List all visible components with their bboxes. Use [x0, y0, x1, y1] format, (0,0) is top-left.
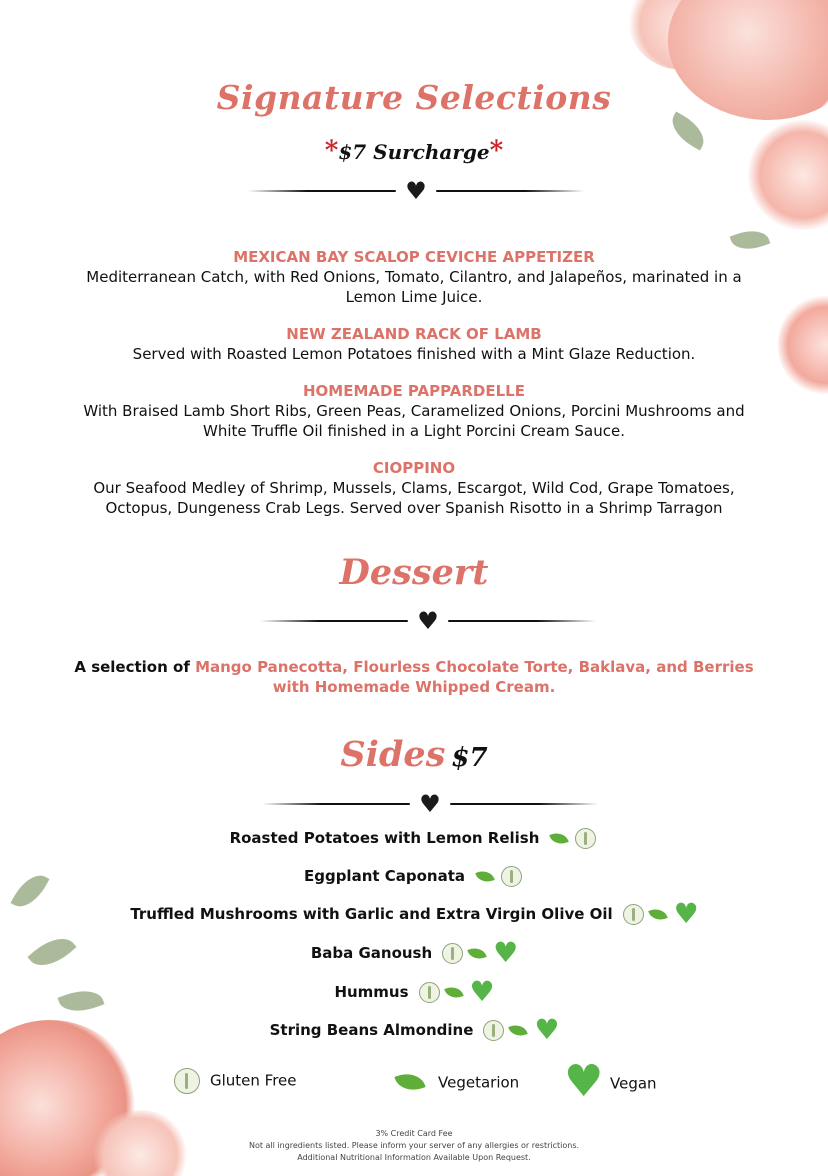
legend-label: Vegetarion — [438, 1073, 520, 1092]
dessert-description — [60, 657, 768, 697]
heart-divider — [262, 790, 598, 818]
sides-title — [0, 734, 828, 775]
menu-item-description: Our Seafood Medley of Shrimp, Mussels, Clams, Escargot, Wild Cod, Grape Tomatoes, Octopus, Dungeness Crab Legs. Served over Spanish Risotto in a Shrimp Tarragon — [93, 479, 735, 517]
surcharge-text: $7 Surcharge — [338, 140, 490, 164]
gluten-free-icon — [174, 1068, 200, 1094]
vegetarian-icon — [549, 829, 571, 849]
vegetarian-icon — [475, 867, 497, 887]
menu-item — [60, 459, 768, 518]
side-item — [0, 943, 828, 964]
menu-item-description: Served with Roasted Lemon Potatoes finished with a Mint Glaze Reduction. — [132, 345, 696, 363]
dessert-items: Mango Panecotta, Flourless Chocolate Torte, Baklava, and Berries with Homemade Whipped Cream. — [195, 658, 754, 696]
menu-item-description: Mediterranean Catch, with Red Onions, Tomato, Cilantro, and Jalapeños, marinated in a Lemon Lime Juice. — [86, 268, 742, 306]
side-item — [0, 982, 828, 1003]
gluten-free-icon — [483, 1020, 504, 1041]
menu-item-name: HOMEMADE PAPPARDELLE — [303, 382, 525, 400]
menu-item — [60, 325, 768, 364]
heart-icon: ♥ — [405, 177, 427, 205]
side-item-name: Baba Ganoush — [310, 944, 433, 962]
vegan-icon — [674, 905, 696, 925]
heart-icon: ♥ — [419, 790, 441, 818]
vegan-icon — [564, 1068, 600, 1100]
footer-line: 3% Credit Card Fee — [375, 1129, 453, 1138]
vegan-icon — [470, 983, 492, 1003]
star-icon: * — [324, 136, 339, 166]
menu-item-description: With Braised Lamb Short Ribs, Green Peas, Caramelized Onions, Porcini Mushrooms and White Truffle Oil finished in a Light Porcini Cream Sauce. — [83, 402, 745, 440]
menu-item-name: MEXICAN BAY SCALOP CEVICHE APPETIZER — [233, 248, 595, 266]
menu-item — [60, 382, 768, 441]
dessert-intro: A selection of — [74, 658, 196, 676]
menu-item — [60, 248, 768, 307]
gluten-free-icon — [623, 904, 644, 925]
footer-notes — [0, 1128, 828, 1164]
floral-decoration — [778, 295, 828, 395]
vegan-icon — [493, 944, 515, 964]
side-item — [0, 828, 828, 849]
signature-title: Signature Selections — [216, 78, 612, 117]
side-item-name: Hummus — [334, 983, 409, 1001]
vegetarian-icon — [444, 983, 466, 1003]
menu-item-name: CIOPPINO — [372, 459, 456, 477]
side-item-name: Truffled Mushrooms with Garlic and Extra Virgin Olive Oil — [130, 905, 613, 923]
legend-label: Gluten Free — [210, 1071, 297, 1090]
side-item — [0, 866, 828, 887]
dessert-title: Dessert — [339, 552, 489, 593]
legend-gluten-free — [172, 1068, 297, 1094]
vegetarian-icon — [467, 944, 489, 964]
vegetarian-icon — [508, 1021, 530, 1041]
gluten-free-icon — [575, 828, 596, 849]
legend-vegan — [562, 1068, 657, 1100]
legend-label: Vegan — [610, 1074, 657, 1093]
heart-divider — [260, 607, 596, 635]
footer-line: Additional Nutritional Information Available Upon Request. — [297, 1153, 531, 1162]
menu-item-name: NEW ZEALAND RACK OF LAMB — [286, 325, 542, 343]
gluten-free-icon — [442, 943, 463, 964]
gluten-free-icon — [501, 866, 522, 887]
side-item — [0, 904, 828, 925]
vegetarian-icon — [648, 905, 670, 925]
vegan-icon — [534, 1021, 556, 1041]
star-icon: * — [489, 136, 504, 166]
surcharge-note — [0, 136, 828, 166]
sides-heading: Sides — [340, 734, 446, 775]
side-item-name: Eggplant Caponata — [303, 867, 466, 885]
side-item-name: String Beans Almondine — [269, 1021, 474, 1039]
heart-divider — [248, 177, 584, 205]
side-item — [0, 1020, 828, 1041]
heart-icon: ♥ — [417, 607, 439, 635]
footer-line: Not all ingredients listed. Please inform your server of any allergies or restrictions. — [248, 1141, 580, 1150]
vegetarian-icon — [394, 1068, 428, 1098]
side-item-name: Roasted Potatoes with Lemon Relish — [229, 829, 540, 847]
gluten-free-icon — [419, 982, 440, 1003]
legend-vegetarian — [392, 1068, 519, 1098]
sides-price: $7 — [451, 743, 488, 773]
